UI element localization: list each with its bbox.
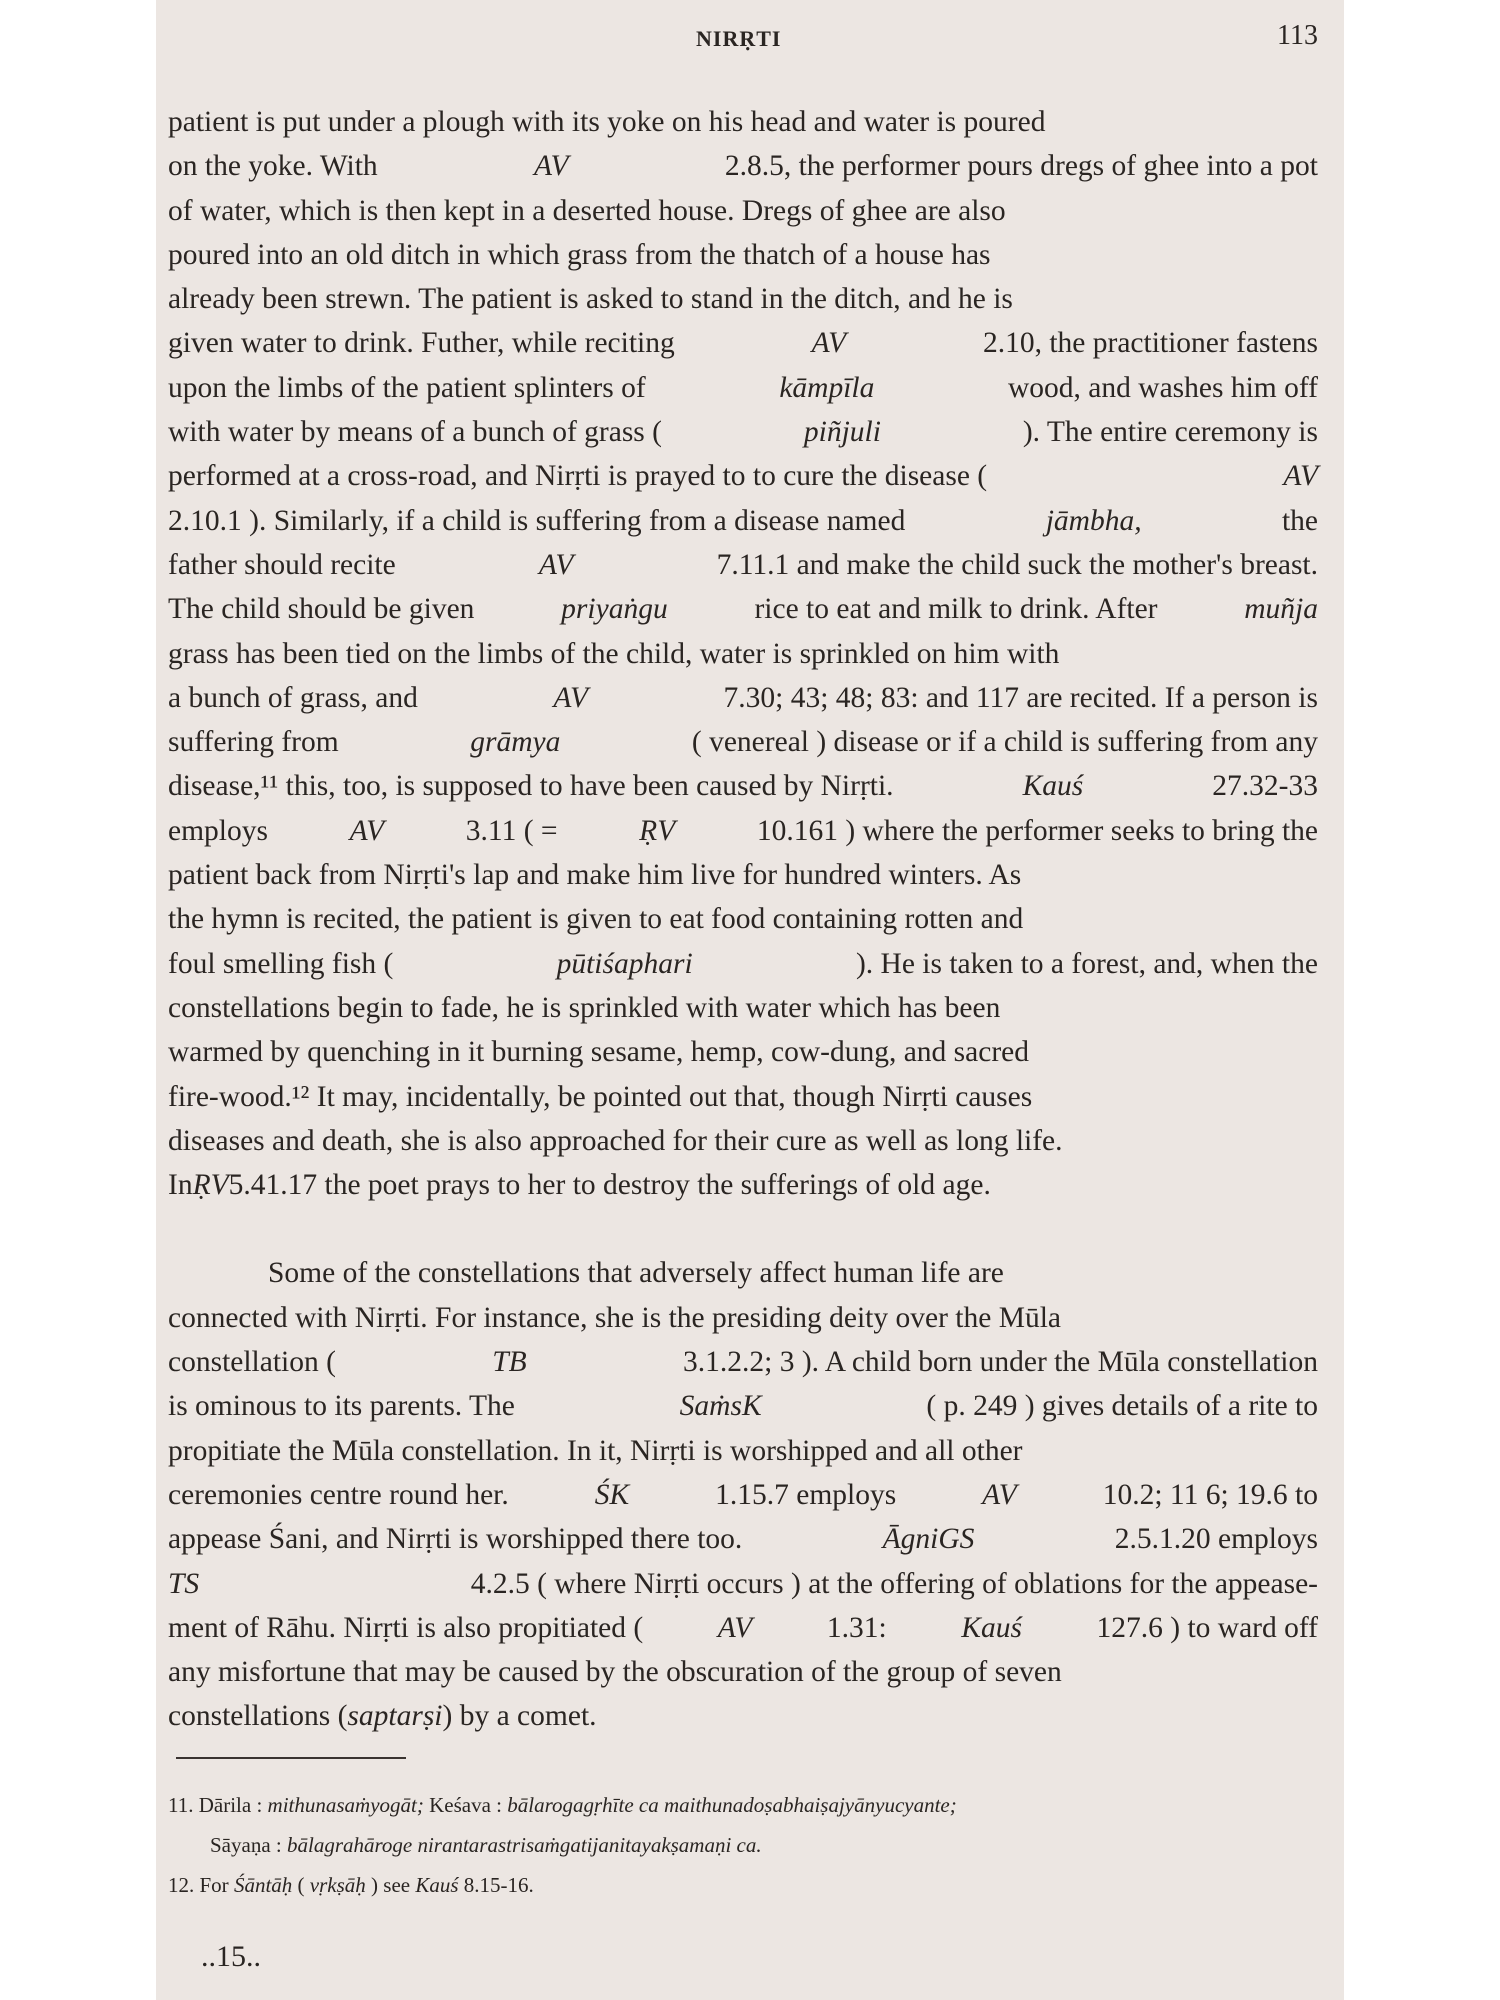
italic-run: AV bbox=[538, 548, 574, 581]
italic-run: saptarṣi bbox=[347, 1700, 443, 1733]
text-run: disease,¹¹ this, too, is supposed to have been caused by Nirṛti. bbox=[168, 770, 894, 803]
italic-run: priyaṅgu bbox=[561, 593, 668, 626]
text-line bbox=[168, 676, 1318, 720]
text-line bbox=[168, 499, 1318, 543]
text-line bbox=[168, 809, 1318, 853]
text-run: 10.2; 11 6; 19.6 to bbox=[1102, 1478, 1318, 1511]
text-run: employs bbox=[168, 814, 268, 847]
text-run: 4.2.5 ( where Nirṛti occurs ) at the offering of oblations for the appease- bbox=[470, 1567, 1318, 1600]
page-number: 113 bbox=[1277, 20, 1318, 51]
text-run: ceremonies centre round her. bbox=[168, 1478, 509, 1511]
paragraph bbox=[168, 100, 1318, 1207]
footnote bbox=[168, 1785, 1318, 1865]
text-run: 5.41.17 the poet prays to her to destroy the sufferings of old age. bbox=[228, 1169, 991, 1202]
italic-run: Kauś bbox=[415, 1873, 459, 1897]
text-line bbox=[168, 1650, 1318, 1694]
text-run: father should recite bbox=[168, 548, 396, 581]
text-line bbox=[168, 1251, 1318, 1295]
text-run: upon the limbs of the patient splinters of bbox=[168, 371, 646, 404]
italic-run: TS bbox=[168, 1567, 200, 1600]
text-run: given water to drink. Futher, while reciting bbox=[168, 327, 675, 360]
text-line bbox=[168, 144, 1318, 188]
text-run: Some of the constellations that adversely affect human life are bbox=[268, 1257, 1004, 1290]
text-run: connected with Nirṛti. For instance, she is the presiding deity over the Mūla bbox=[168, 1301, 1061, 1334]
italic-run: AV bbox=[811, 327, 847, 360]
text-line bbox=[168, 543, 1318, 587]
text-run: patient back from Nirṛti's lap and make him live for hundred winters. As bbox=[168, 859, 1022, 892]
text-run: 127.6 ) to ward off bbox=[1096, 1611, 1318, 1644]
paragraph-gap bbox=[168, 1207, 1318, 1251]
italic-run: bālarogagṛhīte ca maithunadoṣabhaiṣajyānyucyante; bbox=[507, 1793, 957, 1817]
italic-run: vṛkṣāḥ bbox=[309, 1873, 366, 1897]
italic-run: AV bbox=[717, 1611, 753, 1644]
text-run: the hymn is recited, the patient is given to eat food containing rotten and bbox=[168, 903, 1024, 936]
paragraph bbox=[168, 1251, 1318, 1738]
text-run: patient is put under a plough with its yoke on his head and water is poured bbox=[168, 106, 1046, 138]
italic-run: bālagrahāroge nirantarastrisaṁgatijanitayakṣamaṇi ca. bbox=[286, 1833, 762, 1857]
italic-run: kāmpīla bbox=[779, 371, 875, 404]
text-run: 3.1.2.2; 3 ). A child born under the Mūla constellation bbox=[683, 1346, 1318, 1379]
page-header bbox=[156, 20, 1344, 60]
text-line bbox=[168, 587, 1318, 631]
italic-run: AV bbox=[349, 814, 385, 847]
text-run: 2.10.1 ). Similarly, if a child is suffering from a disease named bbox=[168, 504, 906, 537]
text-line bbox=[168, 853, 1318, 897]
text-run: 7.30; 43; 48; 83: and 117 are recited. If a person is bbox=[723, 681, 1318, 714]
text-line bbox=[168, 1694, 1318, 1738]
italic-run: SaṁsK bbox=[679, 1390, 762, 1423]
italic-run: piñjuli bbox=[803, 416, 881, 449]
text-line bbox=[168, 1473, 1318, 1517]
text-line bbox=[168, 100, 1318, 144]
text-run: ). The entire ceremony is bbox=[1022, 416, 1318, 449]
text-line bbox=[168, 1429, 1318, 1473]
text-run: fire-wood.¹² It may, incidentally, be pointed out that, though Nirṛti causes bbox=[168, 1080, 1033, 1113]
text-run: of water, which is then kept in a deserted house. Dregs of ghee are also bbox=[168, 194, 1006, 227]
text-line bbox=[168, 189, 1318, 233]
text-run: ( p. 249 ) gives details of a rite to bbox=[926, 1390, 1318, 1423]
text-run: constellation ( bbox=[168, 1346, 336, 1379]
text-run: diseases and death, she is also approached for their cure as well as long life. bbox=[168, 1124, 1063, 1157]
text-line bbox=[168, 1075, 1318, 1119]
text-run: performed at a cross-road, and Nirṛti is prayed to to cure the disease ( bbox=[168, 460, 988, 493]
text-run: ( venereal ) disease or if a child is suffering from any bbox=[691, 726, 1318, 759]
text-run: is ominous to its parents. The bbox=[168, 1390, 515, 1423]
text-line bbox=[168, 366, 1318, 410]
text-run: Sāyaṇa : bbox=[210, 1833, 287, 1857]
text-run: Keśava : bbox=[423, 1793, 508, 1817]
text-line bbox=[168, 1562, 1318, 1606]
text-run: 10.161 ) where the performer seeks to bring the bbox=[756, 814, 1318, 847]
text-line bbox=[168, 1163, 1318, 1207]
text-run: grass has been tied on the limbs of the child, water is sprinkled on him with bbox=[168, 637, 1060, 670]
text-run: 1.15.7 employs bbox=[715, 1478, 897, 1511]
text-run: ment of Rāhu. Nirṛti is also propitiated ( bbox=[168, 1611, 644, 1644]
text-run: 12. For bbox=[168, 1873, 234, 1897]
italic-run: AV bbox=[1283, 460, 1318, 493]
text-run: ) see bbox=[365, 1873, 416, 1897]
body-text bbox=[168, 100, 1318, 1739]
page-footer-marker: ..15.. bbox=[201, 1940, 261, 1973]
footnote-rule bbox=[176, 1757, 406, 1759]
italic-run: TB bbox=[492, 1346, 527, 1379]
text-line bbox=[168, 1606, 1318, 1650]
text-run: ). He is taken to a forest, and, when the bbox=[855, 947, 1318, 980]
text-line bbox=[168, 764, 1318, 808]
text-line bbox=[168, 1517, 1318, 1561]
footnote-line bbox=[168, 1825, 1318, 1865]
italic-run: Kauś bbox=[961, 1611, 1022, 1644]
text-run: a bunch of grass, and bbox=[168, 681, 418, 714]
italic-run: AV bbox=[982, 1478, 1017, 1511]
text-run: any misfortune that may be caused by the obscuration of the group of seven bbox=[168, 1656, 1062, 1689]
text-run: 2.10, the practitioner fastens bbox=[982, 327, 1318, 360]
text-run: poured into an old ditch in which grass from the thatch of a house has bbox=[168, 238, 991, 271]
text-line bbox=[168, 1030, 1318, 1074]
text-run: 27.32-33 bbox=[1212, 770, 1318, 803]
text-line bbox=[168, 720, 1318, 764]
text-line bbox=[168, 1340, 1318, 1384]
text-run: 3.11 ( = bbox=[465, 814, 558, 847]
text-line bbox=[168, 321, 1318, 365]
text-run: appease Śani, and Nirṛti is worshipped there too. bbox=[168, 1523, 743, 1556]
italic-run: AV bbox=[533, 150, 569, 183]
footnote bbox=[168, 1865, 1318, 1905]
text-run: 2.5.1.20 employs bbox=[1114, 1523, 1318, 1556]
text-run: suffering from bbox=[168, 726, 339, 759]
text-run: In bbox=[168, 1169, 193, 1202]
text-run: ( bbox=[292, 1873, 310, 1897]
text-run: The child should be given bbox=[168, 593, 475, 626]
text-run: with water by means of a bunch of grass ( bbox=[168, 416, 662, 449]
text-line bbox=[168, 1384, 1318, 1428]
text-run: ) by a comet. bbox=[442, 1700, 597, 1733]
text-line bbox=[168, 632, 1318, 676]
text-run: 2.8.5, the performer pours dregs of ghee into a pot bbox=[724, 150, 1318, 183]
text-line bbox=[168, 1119, 1318, 1163]
text-run: 7.11.1 and make the child suck the mother's breast. bbox=[716, 548, 1318, 581]
text-run: rice to eat and milk to drink. After bbox=[754, 593, 1158, 626]
text-run: constellations ( bbox=[168, 1700, 348, 1733]
text-line bbox=[168, 1296, 1318, 1340]
italic-run: ṚV bbox=[192, 1169, 229, 1202]
text-run: 11. Dārila : bbox=[168, 1793, 268, 1817]
text-line bbox=[168, 942, 1318, 986]
text-line bbox=[168, 986, 1318, 1030]
text-run: constellations begin to fade, he is sprinkled with water which has been bbox=[168, 991, 1001, 1024]
footnotes bbox=[168, 1785, 1318, 1905]
text-run: propitiate the Mūla constellation. In it, Nirṛti is worshipped and all other bbox=[168, 1434, 1023, 1467]
text-run: foul smelling fish ( bbox=[168, 947, 394, 980]
italic-run: Śāntāḥ bbox=[233, 1873, 293, 1897]
book-page bbox=[156, 0, 1344, 2000]
italic-run: ĀgniGS bbox=[882, 1523, 975, 1556]
footnote-line bbox=[168, 1785, 1318, 1825]
text-run: warmed by quenching in it burning sesame, hemp, cow-dung, and sacred bbox=[168, 1036, 1030, 1069]
italic-run: Kauś bbox=[1022, 770, 1084, 803]
italic-run: pūtiśaphari bbox=[556, 947, 693, 980]
italic-run: jāmbha, bbox=[1045, 504, 1142, 537]
text-run: already been strewn. The patient is asked to stand in the ditch, and he is bbox=[168, 283, 1013, 316]
text-run: wood, and washes him off bbox=[1008, 371, 1318, 404]
text-line bbox=[168, 233, 1318, 277]
italic-run: muñja bbox=[1244, 593, 1318, 626]
text-line bbox=[168, 454, 1318, 498]
italic-run: ṚV bbox=[639, 814, 676, 847]
text-line bbox=[168, 897, 1318, 941]
text-run: 8.15-16. bbox=[458, 1873, 534, 1897]
text-run: 1.31: bbox=[826, 1611, 887, 1644]
text-line bbox=[168, 410, 1318, 454]
italic-run: grāmya bbox=[470, 726, 561, 759]
text-run: the bbox=[1281, 504, 1318, 537]
italic-run: ŚK bbox=[594, 1478, 630, 1511]
italic-run: AV bbox=[553, 681, 588, 714]
running-title: NIRṚTI bbox=[696, 26, 782, 51]
italic-run: mithunasaṁyogāt; bbox=[267, 1793, 424, 1817]
text-line bbox=[168, 277, 1318, 321]
footnote-line bbox=[168, 1865, 1318, 1905]
text-run: on the yoke. With bbox=[168, 150, 378, 183]
